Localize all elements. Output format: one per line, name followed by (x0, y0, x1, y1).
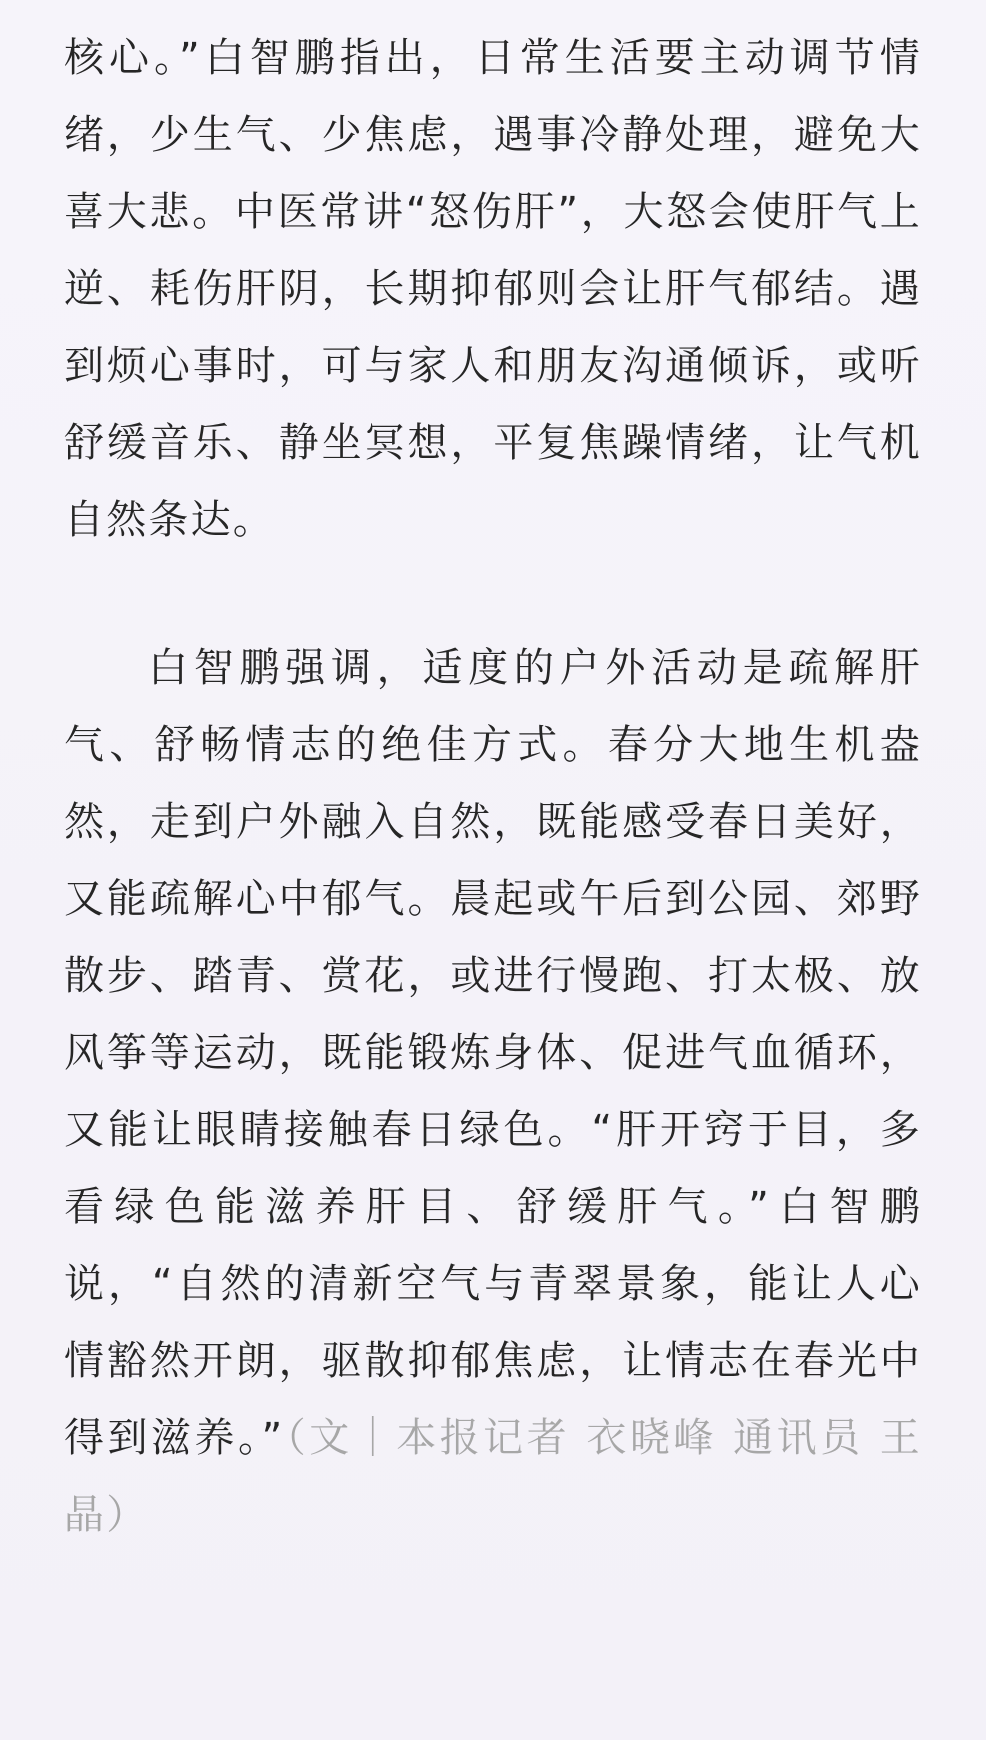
article-paragraph-2 (64, 630, 922, 1554)
paragraph-2-text: 白智鹏强调，适度的户外活动是疏解肝气、舒畅情志的绝佳方式。春分大地生机盎然，走到户外融入自然，既能感受春日美好，又能疏解心中郁气。晨起或午后到公园、郊野散步、踏青、赏花，或进行慢跑、打太极、放风筝等运动，既能锻炼身体、促进气血循环，又能让眼睛接触春日绿色。“肝开窍于目，多看绿色能滋养肝目、舒缓肝气。”白智鹏说，“自然的清新空气与青翠景象，能让人心情豁然开朗，驱散抑郁焦虑，让情志在春光中得到滋养。” (64, 645, 922, 1461)
article-byline: （文｜本报记者 衣晓峰 通讯员 王晶） (64, 1415, 922, 1538)
article-paragraph-1: 核心。”白智鹏指出，日常生活要主动调节情绪，少生气、少焦虑，遇事冷静处理，避免大喜大悲。中医常讲“怒伤肝”，大怒会使肝气上逆、耗伤肝阴，长期抑郁则会让肝气郁结。遇到烦心事时，可与家人和朋友沟通倾诉，或听舒缓音乐、静坐冥想，平复焦躁情绪，让气机自然条达。 (64, 35, 922, 543)
